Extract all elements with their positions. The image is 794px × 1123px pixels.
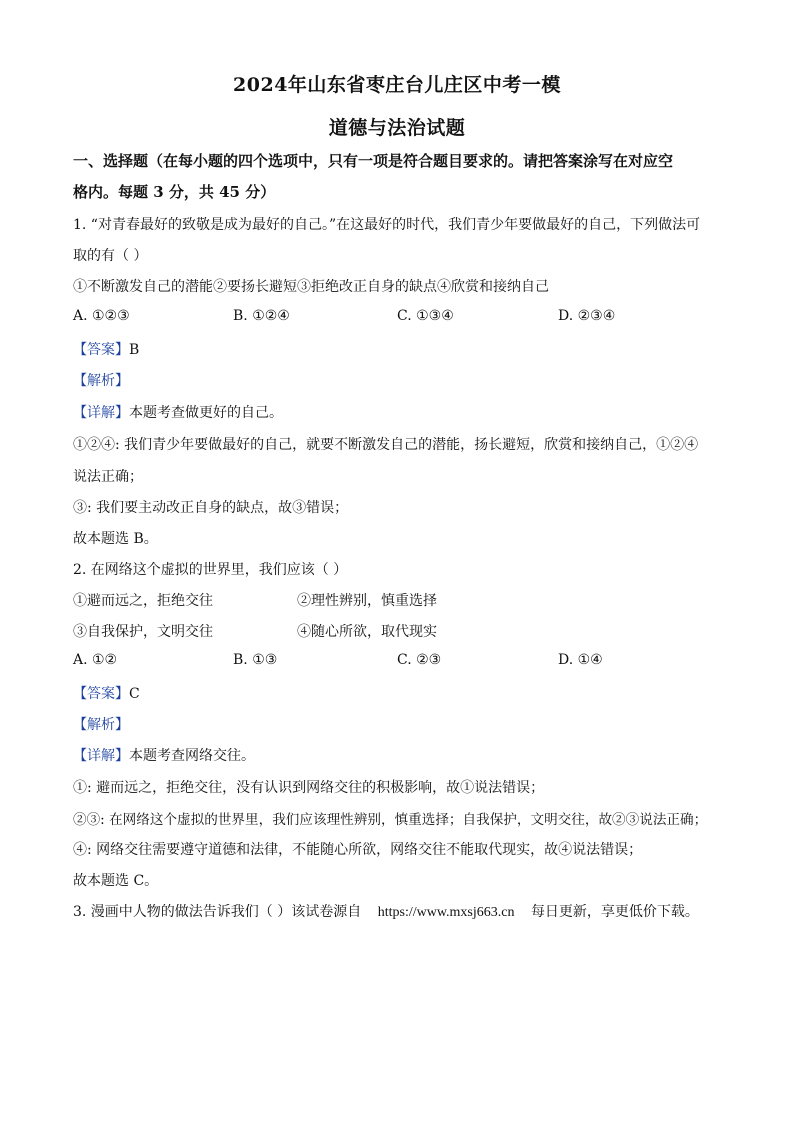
q1-stem-line1: 1. “对青春最好的致敬是成为最好的自己。”在这最好的时代，我们青少年要做最好的自己，下列做法可 (73, 217, 701, 233)
detail-tag: 【详解】 (73, 748, 129, 764)
q2-statement-3: ③自我保护，文明交往 (73, 624, 213, 640)
detail-tag: 【详解】 (73, 405, 129, 421)
q2-stem: 2. 在网络这个虚拟的世界里，我们应该（ ） (73, 562, 348, 578)
q2-statement-1: ①避而远之，拒绝交往 (73, 593, 213, 609)
q2-statement-4: ④随心所欲，取代现实 (297, 624, 437, 640)
q1-option-b: B. ①②④ (233, 308, 290, 324)
q1-explanation-1a: ①②④: 我们青少年要做最好的自己，就要不断激发自己的潜能，扬长避短，欣赏和接纳自己，①②④ (73, 437, 699, 453)
q2-answer (73, 683, 140, 703)
q2-detail (73, 745, 255, 765)
q2-option-c: C. ②③ (397, 652, 442, 668)
q2-statement-2: ②理性辨别，慎重选择 (297, 593, 437, 609)
q1-stem-line2: 取的有（ ） (73, 248, 148, 264)
source-url: https://www.mxsj663.cn (377, 905, 515, 920)
detail-text: 本题考查网络交往。 (129, 748, 255, 764)
q3-stem: 3. 漫画中人物的做法告诉我们（ ）该试卷源自 (73, 904, 362, 920)
q1-option-a: A. ①②③ (73, 308, 130, 324)
section-heading-line2: 格内。每题 3 分，共 45 分） (73, 183, 276, 201)
q1-detail (73, 402, 283, 422)
answer-tag: 【答案】 (73, 686, 129, 702)
q2-explanation-2: ②③: 在网络这个虚拟的世界里，我们应该理性辨别，慎重选择；自我保护，文明交往，故②③说法正确； (73, 812, 708, 828)
page-subtitle: 道德与法治试题 (328, 117, 466, 139)
q1-option-d: D. ②③④ (558, 308, 616, 324)
q2-explanation-1: ①: 避而远之，拒绝交往，没有认识到网络交往的积极影响，故①说法错误； (73, 780, 545, 796)
q3-tail: 每日更新，享更低价下载。 (530, 904, 699, 920)
answer-value: B (129, 342, 140, 358)
answer-tag: 【答案】 (73, 342, 129, 358)
detail-text: 本题考查做更好的自己。 (129, 405, 283, 421)
section-heading-line1: 一、选择题（在每小题的四个选项中，只有一项是符合题目要求的。请把答案涂写在对应空 (73, 152, 674, 170)
q3-line (73, 901, 699, 921)
q2-option-b: B. ①③ (233, 652, 278, 668)
q2-explanation-3: ④: 网络交往需要遵守道德和法律，不能随心所欲，网络交往不能取代现实，故④说法错误； (73, 842, 643, 858)
answer-value: C (129, 686, 140, 702)
q2-analysis-tag: 【解析】 (73, 717, 129, 733)
q2-option-a: A. ①② (73, 652, 118, 668)
q1-statements: ①不断激发自己的潜能②要扬长避短③拒绝改正自身的缺点④欣赏和接纳自己 (73, 279, 549, 295)
q1-conclusion: 故本题选 B。 (73, 531, 158, 547)
q1-option-c: C. ①③④ (397, 308, 454, 324)
q2-conclusion: 故本题选 C。 (73, 873, 159, 889)
page-title: 2024年山东省枣庄台儿庄区中考一模 (233, 74, 561, 96)
q1-explanation-1b: 说法正确； (73, 469, 143, 485)
q1-answer (73, 339, 139, 359)
q1-analysis-tag: 【解析】 (73, 373, 129, 389)
q2-option-d: D. ①④ (558, 652, 603, 668)
q1-explanation-2: ③: 我们要主动改正自身的缺点，故③错误； (73, 500, 349, 516)
